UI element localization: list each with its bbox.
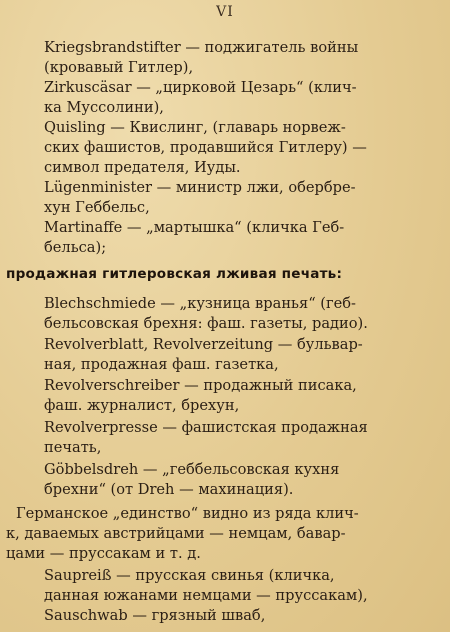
glossary-entry-revolverschreiber <box>44 376 440 416</box>
glossary-entry-luegenminister <box>44 178 440 218</box>
entry-line: Kriegsbrandstifter — поджигатель войны <box>44 39 359 56</box>
entry-line: Martinaffe — „мартышка“ (кличка Геб- <box>44 219 345 236</box>
entry-line: хун Геббельс, <box>44 199 150 217</box>
entry-line: Blechschmiede — „кузница вранья“ (геб- <box>44 295 356 312</box>
entry-line: Zirkuscäsar — „цирковой Цезарь“ (клич- <box>44 79 357 96</box>
glossary-entry-martinaffe <box>44 218 440 258</box>
glossary-entry-quisling <box>44 118 440 179</box>
glossary-entry-revolverpresse <box>44 418 440 458</box>
entry-line: бельсовская брехня: фаш. газеты, радио). <box>44 315 368 333</box>
section-heading: продажная гитлеровская лживая печать: <box>6 266 343 282</box>
body-paragraph <box>6 504 442 565</box>
entry-line: печать, <box>44 439 102 457</box>
entry-line: ка Муссолини), <box>44 99 164 117</box>
glossary-entry-saupreiss <box>44 566 440 606</box>
entry-line: Sauschwab — грязный шваб, <box>44 607 266 624</box>
paragraph-line: Германское „единство“ видно из ряда клич- <box>16 505 359 522</box>
glossary-entry-blechschmiede <box>44 294 440 334</box>
paragraph-line: цами — пруссакам и т. д. <box>6 545 201 563</box>
entry-line: символ предателя, Иуды. <box>44 159 241 177</box>
entry-line: (кровавый Гитлер), <box>44 59 194 77</box>
page-number: VI <box>216 4 234 20</box>
entry-line: Saupreiß — прусская свинья (кличка, <box>44 567 335 584</box>
glossary-entry-sauschwab <box>44 606 440 626</box>
entry-line: Quisling — Квислинг, (главарь норвеж- <box>44 119 346 136</box>
entry-line: ских фашистов, продавшийся Гитлеру) — <box>44 139 367 157</box>
glossary-entry-goebbelsdreh <box>44 460 440 500</box>
entry-line: бельса); <box>44 239 107 257</box>
entry-line: Lügenminister — министр лжи, обербре- <box>44 179 356 196</box>
glossary-entry-kriegsbrandstifter <box>44 38 440 78</box>
entry-line: Revolverblatt, Revolverzeitung — бульвар- <box>44 336 363 353</box>
entry-line: брехни“ (от Dreh — махинация). <box>44 481 294 499</box>
glossary-entry-zirkuscaesar <box>44 78 440 118</box>
glossary-entry-revolverblatt <box>44 335 440 375</box>
entry-line: Revolverpresse — фашистская продажная <box>44 419 368 436</box>
paragraph-line: к, даваемых австрийцами — немцам, бавар- <box>6 525 346 543</box>
entry-line: ная, продажная фаш. газетка, <box>44 356 279 374</box>
entry-line: данная южанами немцами — пруссакам), <box>44 587 368 605</box>
entry-line: фаш. журналист, брехун, <box>44 397 240 415</box>
entry-line: Göbbelsdreh — „геббельсовская кухня <box>44 461 340 478</box>
entry-line: Revolverschreiber — продажный писака, <box>44 377 357 394</box>
